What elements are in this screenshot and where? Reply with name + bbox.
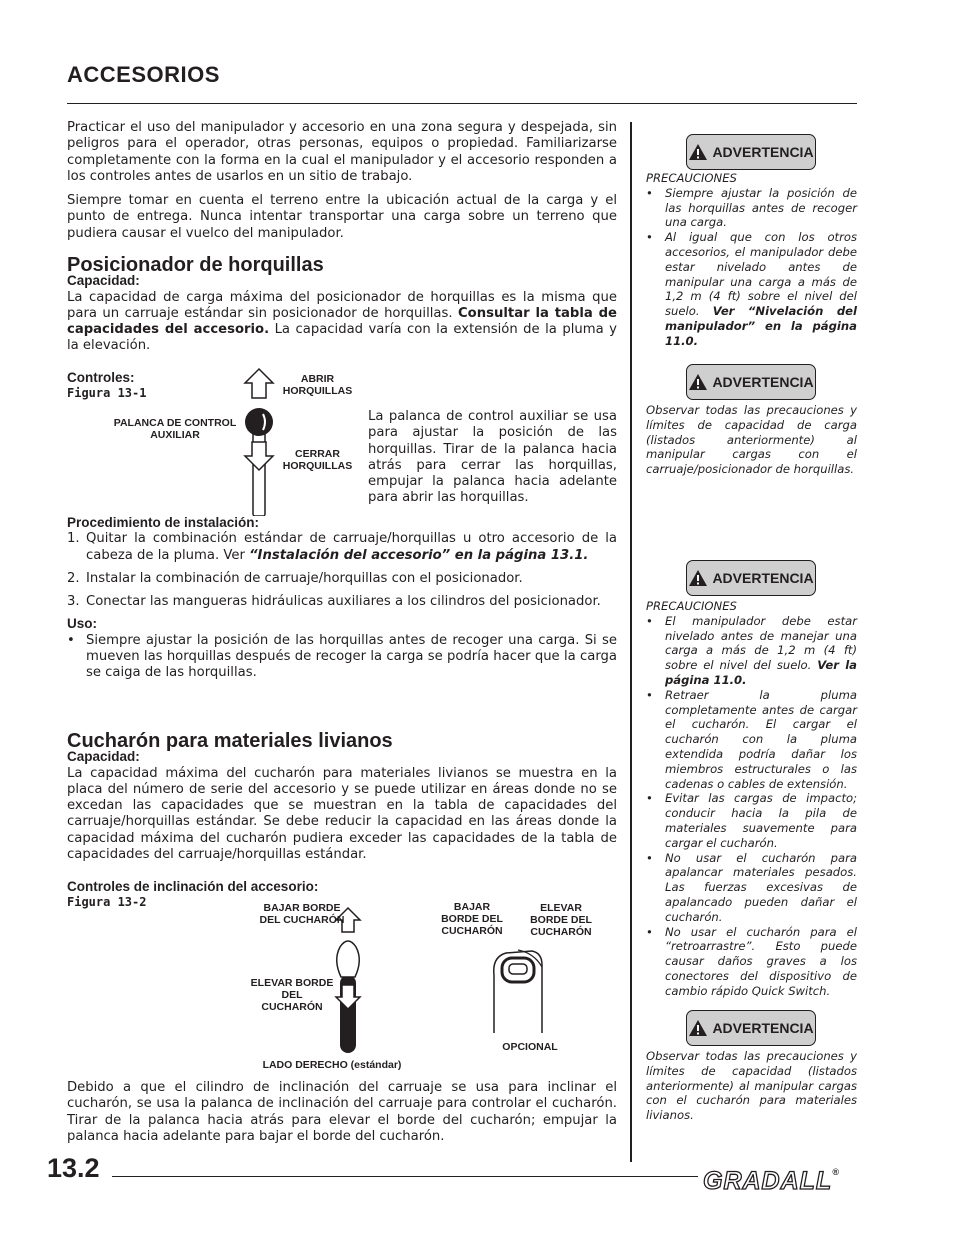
warning-3-text — [646, 599, 857, 999]
precaution-text: Al igual que con los otros accesorios, el manipulador debe estar nivelado antes de manipular una carga a más de 1,2 m (4 ft) sobre el nivel del suelo. — [665, 230, 857, 319]
step-reference: “Instalación del accesorio” en la página 13.1. — [249, 547, 589, 563]
figure-label: Figura 13-1 — [67, 386, 147, 400]
section-heading: Posicionador de horquillas — [67, 254, 324, 276]
section-light-bucket — [67, 730, 617, 863]
registered-mark: ® — [832, 1167, 840, 1177]
warning-badge — [686, 560, 816, 596]
precaution-text: No usar el cucharón para el “retroarrastre”. Esto puede causar daños graves a los conectores del dispositivo de cambio rápido Quick Switch. — [665, 924, 857, 998]
label-close-forks: CERRAR HORQUILLAS — [282, 448, 353, 472]
precautions-list — [646, 186, 857, 349]
warning-triangle-icon — [688, 373, 708, 391]
capacity-text: La capacidad máxima del cucharón para materiales livianos se muestra en la placa del número de serie del accesorio y se puede utilizar en áreas donde no se excedan las capacidades que se muestran en la tabla de capacidades del carruaje/horquillas estándar. Se debe reducir la capacidad en las áreas donde la capacidad máxima del cucharón pudiera exceder las capacidades de la tabla de capacidades del carruaje/horquillas estándar. — [67, 765, 617, 863]
aux-lever-figure — [238, 366, 280, 516]
tilt-lever-figure — [328, 905, 368, 1055]
warning-triangle-icon — [688, 143, 708, 161]
precaution-item: • No usar el cucharón para apalancar materiales pesados. Las fuerzas excesivas de apalancado pueden dañar el cucharón. — [646, 850, 857, 924]
column-divider — [630, 122, 632, 1162]
precautions-list — [646, 614, 857, 999]
warning-badge — [686, 364, 816, 400]
warning-badge — [686, 1010, 816, 1046]
install-step — [67, 531, 617, 564]
label-lower-edge: BAJAR BORDE DEL CUCHARÓN — [259, 902, 345, 926]
install-step — [67, 571, 617, 587]
step-text: Conectar las mangueras hidráulicas auxiliares a los cilindros del posicionador. — [86, 594, 601, 610]
precaution-reference: Ver “Nivelación del manipulador” en la página 11.0. — [665, 304, 857, 348]
warning-label: ADVERTENCIA — [712, 1020, 814, 1036]
lever-knob-icon — [337, 941, 360, 977]
warning-triangle-icon — [688, 569, 708, 587]
intro-paragraph-1: Practicar el uso del manipulador y accesorio en una zona segura y despejada, sin peligros para el operador, otras personas, equipos o propiedad. Familiarizarse completamente con la forma en la cual el manipulador y el accesorio responden a los controles antes de usarlos en un sitio de trabajo. — [67, 120, 617, 184]
precaution-text: Siempre ajustar la posición de las horquillas antes de recoger una carga. — [665, 185, 857, 230]
warning-label: ADVERTENCIA — [712, 374, 814, 390]
step-text: Instalar la combinación de carruaje/horquillas con el posicionador. — [86, 570, 523, 586]
gradall-logo — [703, 1167, 840, 1196]
bullet: • — [67, 632, 75, 648]
warning-badge — [686, 134, 816, 170]
header-rule — [67, 103, 857, 104]
install-steps — [67, 531, 617, 610]
page-title: ACCESORIOS — [67, 62, 220, 87]
lever-knob-icon — [245, 408, 273, 436]
capacity-text-b: La capacidad varía con la extensión de la pluma y la elevación. — [67, 322, 617, 354]
install-label: Procedimiento de instalación: — [67, 515, 260, 530]
use-label: Uso: — [67, 616, 97, 632]
label-lower-edge-optional: BAJAR BORDE DEL CUCHARÓN — [441, 901, 503, 937]
arrow-down-icon — [245, 442, 273, 470]
precaution-item: • Evitar las cargas de impacto; conducir hacia la pila de materiales suavemente para cargar el cucharón. — [646, 791, 857, 850]
label-raise-edge-optional: ELEVAR BORDE DEL CUCHARÓN — [530, 902, 592, 938]
intro — [67, 120, 617, 242]
step-text: Quitar la combinación estándar de carruaje/horquillas u otro accesorio de la cabeza de la pluma. Ver — [86, 531, 617, 563]
controls-label: Controles: — [67, 370, 135, 385]
optional-lever-figure — [482, 945, 562, 1035]
precaution-reference: Ver la página 11.0. — [665, 658, 857, 687]
tilt-controls-label: Controles de inclinación del accesorio: — [67, 879, 319, 894]
use-list — [67, 633, 617, 682]
precautions-heading: PRECAUCIONES — [646, 171, 737, 185]
precautions-heading: PRECAUCIONES — [646, 599, 737, 613]
use-text: Siempre ajustar la posición de las horquillas antes de recoger una carga. Si se mueven las horquillas después de recoger la carga se podría hacer que la carga se caiga de las horquillas. — [86, 632, 617, 681]
page-number: 13.2 — [47, 1153, 100, 1183]
capacity-label: Capacidad: — [67, 749, 140, 765]
arrow-up-icon — [245, 369, 273, 398]
section-fork-positioner — [67, 254, 617, 355]
precaution-item: • Al igual que con los otros accesorios, el manipulador debe estar nivelado antes de manipular una carga a más de 1,2 m (4 ft) sobre el nivel del suelo. Ver “Nivelación del manipulador” en la página 11.0. — [646, 230, 857, 348]
precaution-item: • Siempre ajustar la posición de las horquillas antes de recoger una carga. — [646, 185, 857, 230]
step-number: 2. — [67, 570, 80, 586]
capacity-label: Capacidad: — [67, 273, 140, 289]
precaution-item: • No usar el cucharón para el “retroarrastre”. Esto puede causar daños graves a los conectores del dispositivo de cambio rápido Quick Switch. — [646, 924, 857, 998]
arrow-down-icon — [336, 985, 360, 1009]
warning-triangle-icon — [688, 1019, 708, 1037]
warning-label: ADVERTENCIA — [712, 570, 814, 586]
label-right-side: LADO DERECHO (estándar) — [262, 1059, 402, 1071]
warning-4-text: Observar todas las precauciones y límites de capacidad (listados anteriormente) al manipular cargas con el cucharón para materiales livianos. — [646, 1049, 857, 1123]
install-step — [67, 594, 617, 610]
step-number: 3. — [67, 594, 80, 610]
label-open-forks: ABRIR HORQUILLAS — [282, 373, 353, 397]
precaution-text: El manipulador debe estar nivelado antes de manejar una carga a más de 1,2 m (4 ft) sobre el nivel del suelo. — [665, 613, 857, 673]
label-optional: OPCIONAL — [502, 1041, 558, 1053]
precaution-item: • Retraer la pluma completamente antes de cargar el cucharón. El cargar el cucharón con la pluma extendida podría dañar los miembros estructurales o las cadenas o cables de extensión. — [646, 687, 857, 791]
precaution-text: Evitar las cargas de impacto; conducir hacia la pila de materiales suavemente para cargar el cucharón. — [665, 791, 857, 850]
label-aux-control: PALANCA DE CONTROL AUXILIAR — [113, 417, 237, 441]
intro-paragraph-2: Siempre tomar en cuenta el terreno entre la ubicación actual de la carga y el punto de entrega. Nunca intentar transportar una carga sobre un terreno que pudiera causar el vuelco del manipulador. — [67, 193, 617, 241]
section-heading: Cucharón para materiales livianos — [67, 730, 393, 752]
figure-label: Figura 13-2 — [67, 895, 147, 909]
capacity-text-a: La capacidad de carga máxima del posicionador de horquillas es la misma que para un carruaje estándar sin posicionador de horquillas. — [67, 289, 617, 321]
installation — [67, 515, 617, 682]
capacity-text-bold: Consultar la tabla de capacidades del accesorio. — [67, 305, 617, 338]
precaution-text: Retraer la pluma completamente antes de cargar el cucharón. El cargar el cucharón con la pluma extendida podría dañar los miembros estructurales o las cadenas o cables de extensión. — [665, 687, 857, 791]
warning-label: ADVERTENCIA — [712, 144, 814, 160]
controls-description: La palanca de control auxiliar se usa para ajustar la posición de las horquillas. Tirar de la palanca hacia atrás para cerrar las horquillas, empujar la palanca hacia adelante para abrir las horquillas. — [368, 409, 617, 506]
use-item — [67, 633, 617, 682]
label-raise-edge: ELEVAR BORDE DEL CUCHARÓN — [250, 977, 334, 1013]
step-number: 1. — [67, 531, 80, 547]
warning-1-text — [646, 171, 857, 349]
capacity-text — [67, 290, 617, 355]
precaution-text: No usar el cucharón para apalancar materiales pesados. Las fuerzas excesivas de apalancado pueden dañar el cucharón. — [665, 850, 857, 924]
footer-rule — [112, 1176, 698, 1177]
tilt-description: Debido a que el cilindro de inclinación del carruaje se usa para inclinar el cucharón, se usa la palanca de inclinación del carruaje para controlar el cucharón. Tirar de la palanca hacia atrás para elevar el borde del cucharón; empujar la palanca hacia adelante para bajar el borde del cucharón. — [67, 1080, 617, 1144]
precaution-item: • El manipulador debe estar nivelado antes de manejar una carga a más de 1,2 m (4 ft) sobre el nivel del suelo. Ver la página 11.0. — [646, 613, 857, 687]
brand-name: GRADALL — [703, 1167, 833, 1195]
warning-2-text: Observar todas las precauciones y límites de capacidad de carga (listados anteriormente) al manipular cargas con el carruaje/posicionador de horquillas. — [646, 403, 857, 477]
